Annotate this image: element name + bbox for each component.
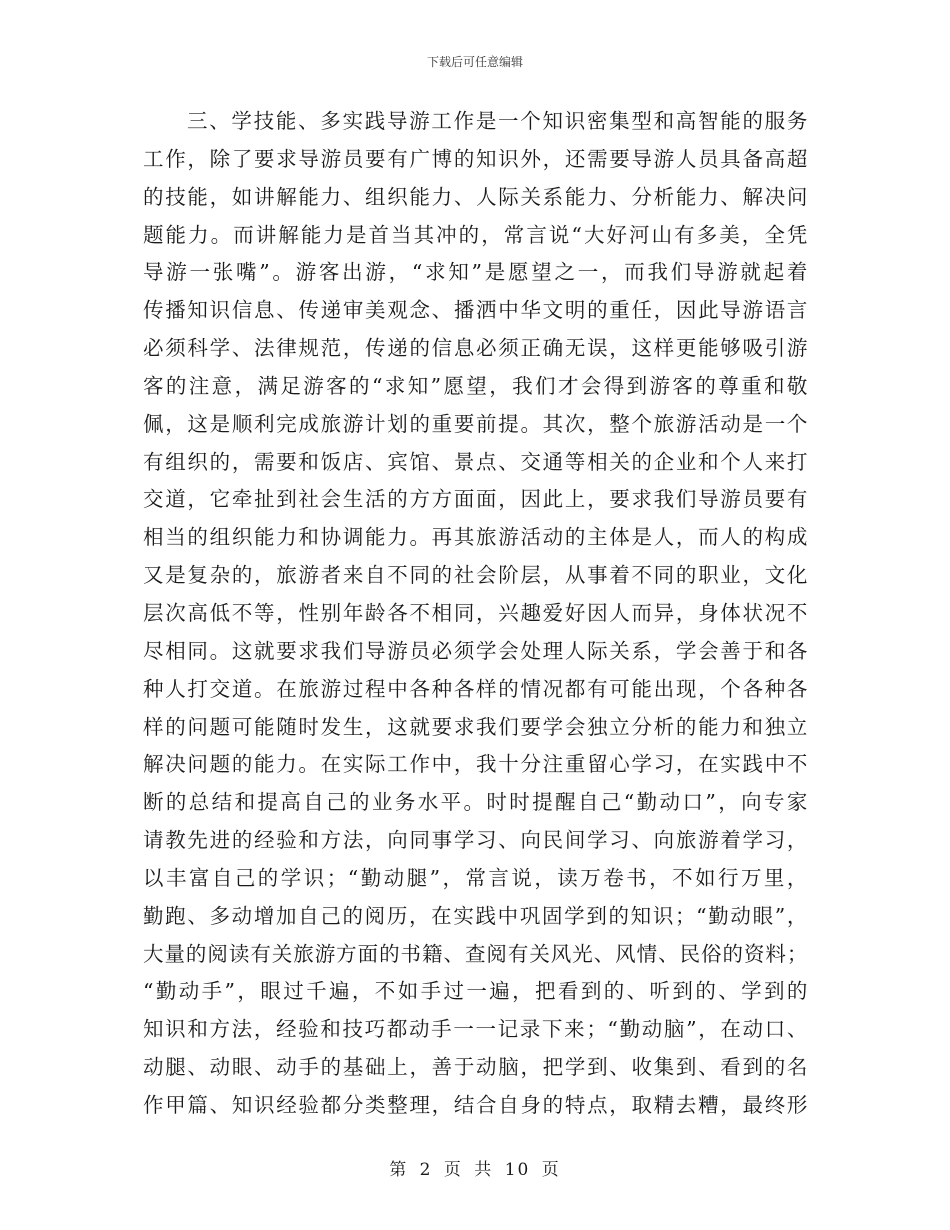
paragraph-line: 解决问题的能力。在实际工作中，我十分注重留心学习，在实践中不 xyxy=(143,752,808,777)
paragraph-line: 勤跑、多动增加自己的阅历，在实践中巩固学到的知识；“勤动眼”， xyxy=(143,903,808,928)
header-note: 下载后可任意编辑 xyxy=(426,55,523,69)
page-footer xyxy=(0,1155,950,1180)
paragraph-line: 交道，它牵扯到社会生活的方方面面，因此上，要求我们导游员要有 xyxy=(143,487,808,512)
paragraph-line: 佩，这是顺利完成旅游计划的重要前提。其次，整个旅游活动是一个 xyxy=(143,411,808,436)
paragraph-line: 传播知识信息、传递审美观念、播洒中华文明的重任，因此导游语言 xyxy=(143,298,808,323)
footer-prefix: 第 xyxy=(389,1160,409,1180)
paragraph-line: 导游一张嘴”。游客出游，“求知”是愿望之一，而我们导游就起着 xyxy=(143,260,808,285)
paragraph-line: 的技能，如讲解能力、组织能力、人际关系能力、分析能力、解决问 xyxy=(143,184,808,209)
paragraph-line: 工作，除了要求导游员要有广博的知识外，还需要导游人员具备高超 xyxy=(143,146,808,171)
body-text xyxy=(143,103,808,1125)
paragraph-line: 层次高低不等，性别年龄各不相同，兴趣爱好因人而异，身体状况不 xyxy=(143,600,808,625)
total-page-count: 10 xyxy=(504,1160,531,1180)
paragraph-line: 有组织的，需要和饭店、宾馆、景点、交通等相关的企业和个人来打 xyxy=(143,449,808,474)
paragraph-line: 题能力。而讲解能力是首当其冲的，常言说“大好河山有多美，全凭 xyxy=(143,222,808,247)
paragraph-line: “勤动手”，眼过千遍，不如手过一遍，把看到的、听到的、学到的 xyxy=(143,979,808,1004)
paragraph-line: 作甲篇、知识经验都分类整理，结合自身的特点，取精去糟，最终形 xyxy=(143,1092,808,1117)
paragraph-line: 动腿、动眼、动手的基础上，善于动脑，把学到、收集到、看到的名 xyxy=(143,1055,808,1080)
paragraph-line: 尽相同。这就要求我们导游员必须学会处理人际关系，学会善于和各 xyxy=(143,638,808,663)
paragraph-line: 知识和方法，经验和技巧都动手一一记录下来；“勤动脑”，在动口、 xyxy=(143,1017,808,1042)
paragraph-line: 客的注意，满足游客的“求知”愿望，我们才会得到游客的尊重和敬 xyxy=(143,373,808,398)
paragraph-line: 三、学技能、多实践导游工作是一个知识密集型和高智能的服务 xyxy=(187,109,808,133)
paragraph-line: 请教先进的经验和方法，向同事学习、向民间学习、向旅游着学习， xyxy=(143,828,808,853)
paragraph-line: 以丰富自己的学识；“勤动腿”，常言说，读万卷书，不如行万里， xyxy=(143,865,808,890)
paragraph-line: 又是复杂的，旅游者来自不同的社会阶层，从事着不同的职业，文化 xyxy=(143,563,808,588)
current-page-number: 2 xyxy=(419,1160,433,1180)
footer-suffix: 页 xyxy=(541,1160,561,1180)
paragraph-line: 种人打交道。在旅游过程中各种各样的情况都有可能出现，个各种各 xyxy=(143,676,808,701)
footer-page-word: 页 xyxy=(443,1160,463,1180)
paragraph-line: 断的总结和提高自己的业务水平。时时提醒自己“勤动口”，向专家 xyxy=(143,790,808,815)
paragraph-line: 样的问题可能随时发生，这就要求我们要学会独立分析的能力和独立 xyxy=(143,714,808,739)
paragraph-line: 必须科学、法律规范，传递的信息必须正确无误，这样更能够吸引游 xyxy=(143,336,808,361)
paragraph-line: 相当的组织能力和协调能力。再其旅游活动的主体是人，而人的构成 xyxy=(143,525,808,550)
footer-total-prefix: 共 xyxy=(474,1160,494,1180)
paragraph-line: 大量的阅读有关旅游方面的书籍、查阅有关风光、风情、民俗的资料； xyxy=(143,941,808,966)
